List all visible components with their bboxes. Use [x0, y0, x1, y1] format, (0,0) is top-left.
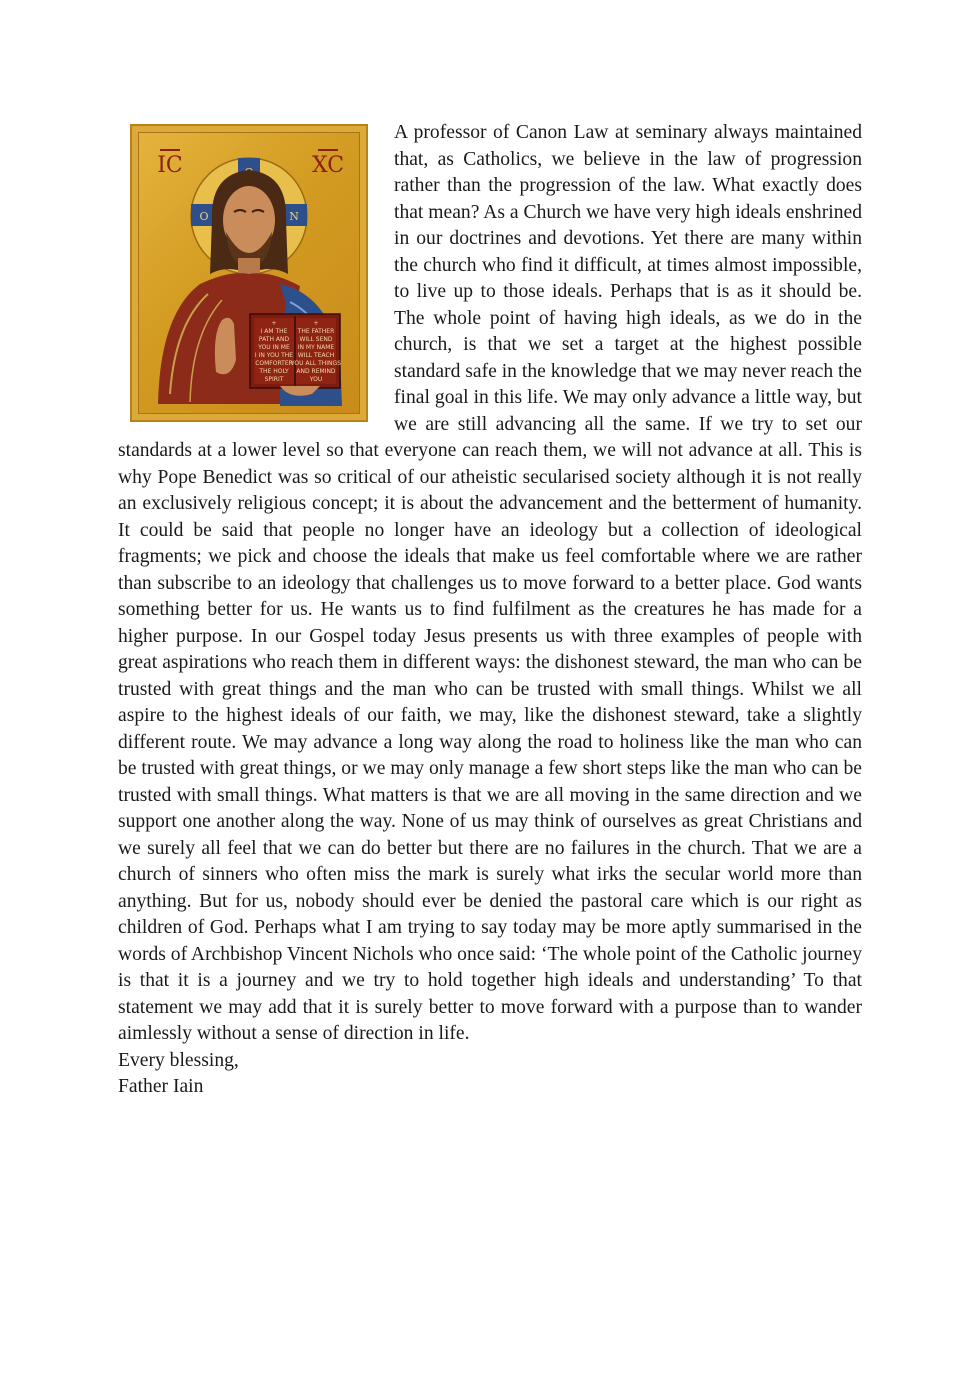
svg-text:THE FATHER: THE FATHER — [297, 328, 335, 335]
svg-text:AND REMIND: AND REMIND — [296, 368, 336, 375]
svg-text:THE HOLY: THE HOLY — [259, 368, 289, 375]
halo-letter-n: Ν — [289, 210, 299, 223]
svg-text:I AM THE: I AM THE — [260, 328, 288, 335]
halo-letter-o: Ο — [199, 210, 209, 223]
svg-text:WILL SEND: WILL SEND — [299, 336, 333, 343]
christ-pantocrator-icon-image — [130, 124, 368, 422]
svg-text:YOU: YOU — [309, 376, 323, 383]
closing-text: Every blessing, — [118, 1049, 239, 1071]
svg-text:+: + — [313, 320, 319, 327]
svg-text:SPIRIT: SPIRIT — [264, 376, 284, 383]
svg-text:YOU IN ME: YOU IN ME — [258, 344, 290, 351]
svg-text:IN MY NAME: IN MY NAME — [297, 344, 335, 351]
icon-label-ic: IC — [157, 153, 183, 178]
svg-text:PATH AND: PATH AND — [258, 336, 290, 343]
sign-off — [118, 1048, 862, 1101]
icon-label-xc: XC — [311, 153, 345, 178]
svg-text:YOU ALL THINGS: YOU ALL THINGS — [291, 360, 341, 367]
body-paragraph: A professor of Canon Law at seminary always maintained that, as Catholics, we believe in the law of progression rather than the progression of the law. What exactly does that mean? As a Church we have very high ideals enshrined in our doctrines and devotions. Yet there are many within the church who find it difficult, at times almost impossible, to live up to those ideals. Perhaps that is as it should be. The whole point of having high ideals, as we do in the church, is that we set a target at the highest possible standard safe in the knowledge that we may never reach the final goal in this life. We may only advance a little way, but we are still advancing all the same. If we try to set our standards at a lower level so that everyone can reach them, we will not advance at all. This is why Pope Benedict was so critical of our atheistic secularised society although it is not really an exclusively religious concept; it is about the advancement and the betterment of humanity. It could be said that people no longer have an ideology but a collection of ideological fragments; we pick and choose the ideals that make us feel comfortable where we are rather than subscribe to an ideology that challenges us to move forward to a better place. God wants something better for us. He wants us to find fulfilment as the creatures he has made for a higher purpose. In our Gospel today Jesus presents us with three examples of people with great aspirations who reach them in different ways: the dishonest steward, the man who can be trusted with great things and the man who can be trusted with small things. Whilst we all aspire to the highest ideals of our faith, we may, like the dishonest steward, take a slightly different route. We may advance a long way along the road to holiness like the man who can be trusted with great things, or we may only manage a few short steps like the man who can be trusted with small things. What matters is that we are all moving in the same direction and we support one another along the way. None of us may think of ourselves as great Christians and we surely all feel that we can do better but there are no failures in the church. That we are a church of sinners who often miss the mark is surely what irks the secular world more than anything. But for us, nobody should ever be denied the pastoral care which is our right as children of God. Perhaps what I am trying to say today may be more aptly summarised in the words of Archbishop Vincent Nichols who once said: ‘The whole point of the Catholic journey is that it is a journey and we try to hold together high ideals and understanding’ To that statement we may add that it is surely better to move forward with a purpose than to wander aimlessly without a sense of direction in life. — [118, 122, 862, 1044]
signature: Father Iain — [118, 1076, 204, 1097]
letter — [118, 120, 862, 1101]
svg-text:COMFORTER: COMFORTER — [255, 360, 293, 367]
svg-text:I IN YOU THE: I IN YOU THE — [254, 352, 294, 359]
svg-text:WILL TEACH: WILL TEACH — [297, 352, 335, 359]
svg-text:+: + — [271, 320, 277, 327]
